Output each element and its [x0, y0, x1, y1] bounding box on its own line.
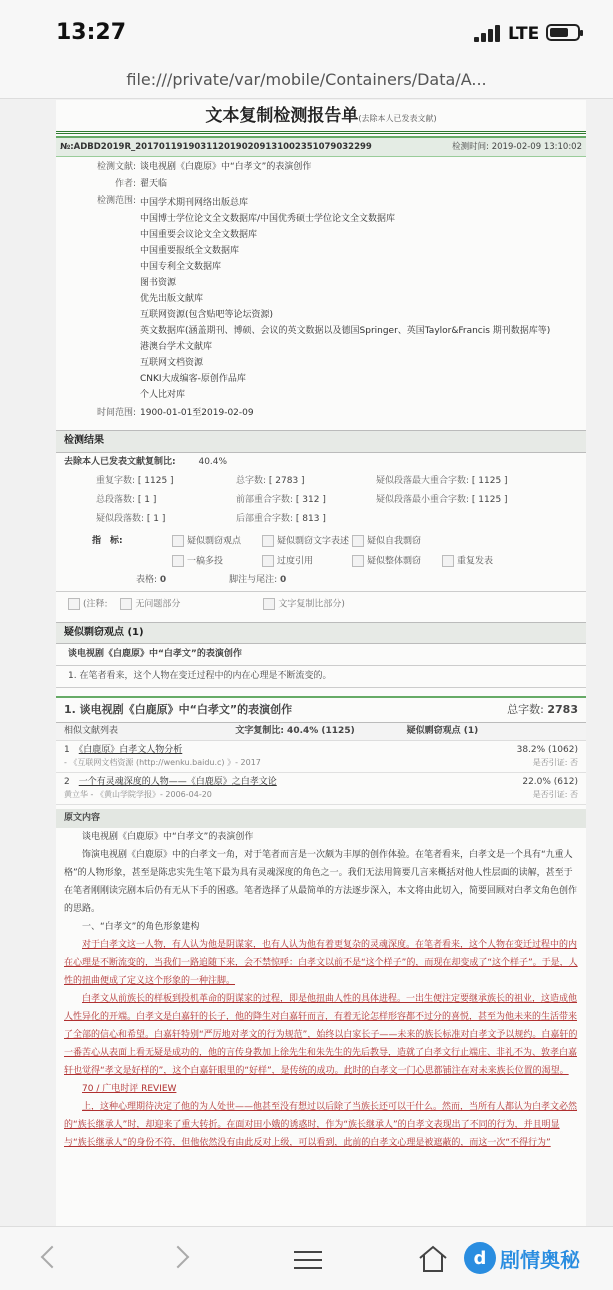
detect-time: 2019-02-09 13:10:02 [491, 141, 582, 152]
content-paragraph: 饰演电视剧《白鹿原》中的白孝文一角，对于笔者而言是一次颇为丰厚的创作体验。在笔者看来，白孝文是一个具有“九重人格”的人物形象，甚至是陈忠实先生笔下最为具有灵魂深度的角色之一。我们无法用简要几言来概括对他人性层面的读解，甚至于在笔者刚刚读完剧本后仍有无从下手的困惑。笔者选择了从最简单的方法逐步深入，本文将由此切入，简要回顾对白孝文角色创作的思路。 [64, 849, 578, 914]
battery-icon [546, 24, 580, 41]
content-paragraph: 对于白孝文这一人物，有人认为他是阴谋家，也有人认为他有着更复杂的灵魂深度。在笔者看来，这个人物在变迁过程中的内在心理是不断流变的，当我们一路追随下来，会不禁惊呼：白孝文以前不是“这个样子”的，而现在却变成了“这个样子”。于是，人性的扭曲便成了定义这个形象的一种注脚。 [64, 939, 578, 986]
scope-list: 中国学术期刊网络出版总库 中国博士学位论文全文数据库/中国优秀硕士学位论文全文数据库 中国重要会议论文全文数据库 中国重要报纸全文数据库 中国专利全文数据库 图书资源 优先出版文献库 互联网资源(包含贴吧等论坛资源) 英文数据库(涵盖期刊、博硕、会议的英文数据以及德国Springer、英国Taylor&Francis 期刊数据库等) 港澳台学术文献库 互联网文档资源 CNKI大成编客-原创作品库 个人比对库 [140, 198, 551, 401]
result-row: 重复字数: [ 1125 ] 总字数: [ 2783 ] 疑似段落最大重合字数: [ 1125 ] [96, 475, 508, 486]
plagiarism-topic: 谈电视剧《白鹿原》中“白孝文”的表演创作 [56, 644, 586, 666]
forward-icon[interactable] [167, 1246, 190, 1269]
note-legend: (注释: 无问题部分 文字复制比部分) [56, 591, 586, 618]
similar-item[interactable]: 1 《白鹿原》白孝文人物分析 38.2% (1062) - 《互联网文档资源 (http://wenku.baidu.c) 》- 2017 是否引证: 否 [56, 741, 586, 773]
tables-footnotes: 表格: 0 脚注与尾注: 0 [136, 575, 287, 586]
address-bar[interactable] [0, 64, 613, 99]
result-row: 疑似段落数: [ 1 ] 后部重合字数: [ 813 ] [96, 513, 326, 524]
detail-title-row: 1. 谈电视剧《白鹿原》中“白孝文”的表演创作 总字数: 2783 [56, 696, 586, 723]
plagiarism-point: 1. 在笔者看来，这个人物在变迁过程中的内在心理是不断流变的。 [56, 666, 586, 688]
report-meta: 检测文献: 谈电视剧《白鹿原》中“白孝文”的表演创作 作者: 翟天临 检测范围: 中国学术期刊网络出版总库 中国博士学位论文全文数据库/中国优秀硕士学位论文全文数据库 中国重要会议论文全文数据库 中国重要报纸全文数据库 中国专利全文数据库 图书资源 优先出版文献库 互联网资源(包含贴吧等论坛资源) 英文数据库(涵盖期刊、博硕、会议的英文数据以及德国Springer、英国Taylor&Francis 期刊数据库等) 港澳台学术文献库 互联网文档资源 CNKI大成编客-原创作品库 个人比对库 时间范围: 1900-01-01至2019-02-09 [56, 157, 586, 426]
home-icon[interactable] [418, 1245, 448, 1273]
watermark [464, 1239, 580, 1277]
similar-item-link[interactable]: 《白鹿原》白孝文人物分析 [78, 745, 183, 756]
watermark-logo: d [464, 1242, 496, 1274]
doc-title: 谈电视剧《白鹿原》中“白孝文”的表演创作 [140, 161, 312, 172]
time-range: 1900-01-01至2019-02-09 [140, 408, 254, 419]
back-icon[interactable] [41, 1246, 64, 1269]
similar-item[interactable]: 2 一个有灵魂深度的人物——《白鹿原》之白孝文论 22.0% (612) 黄立华 - 《黄山学院学报》- 2006-04-20 是否引证: 否 [56, 773, 586, 805]
menu-icon[interactable] [294, 1251, 322, 1269]
author: 翟天临 [140, 179, 168, 189]
original-content [56, 828, 586, 1152]
similar-list-header: 相似文献列表 文字复制比: 40.4% (1125) 疑似剽窃观点 (1) [56, 723, 586, 741]
url-text[interactable]: file:///private/var/mobile/Containers/Data/A... [126, 70, 487, 89]
content-paragraph: 一、“白孝文”的角色形象建构 [82, 921, 200, 932]
content-paragraph: 谈电视剧《白鹿原》中“白孝文”的表演创作 [82, 831, 254, 842]
status-bar [0, 0, 613, 64]
original-content-header: 原文内容 [56, 809, 586, 828]
browser-toolbar [0, 1226, 613, 1290]
network-label: LTE [508, 24, 540, 44]
watermark-text: 剧情奥秘 [500, 1247, 580, 1272]
report-id: №:ADBD2019R_20170119190311201902091310023510790322​99 [60, 141, 372, 152]
similar-item-link[interactable]: 一个有灵魂深度的人物——《白鹿原》之白孝文论 [78, 776, 277, 787]
copy-ratio: 去除本人已发表文献复制比: 40.4% [64, 456, 228, 467]
report-title: 文本复制检测报告单(去除本人已发表文献) [205, 106, 437, 126]
report-document [56, 100, 586, 1226]
content-paragraph: 白孝文从前族长的样板到投机革命的阴谋家的过程，即是他扭曲人性的具体进程。一出生便注定要继承族长的祖业，这造成他人性异化的开端。白孝文是白嘉轩的长子，他的降生对白嘉轩而言，有着无论怎样形容都不过分的喜悦，甚至为他未来的生活带来了全部的信心和希望。白嘉轩特别“严厉地对孝文的行为规范”，始终以白家长子——未来的族长标准对白孝文予以规约。白嘉轩的一番苦心从表面上看无疑是成功的，他的言传身教加上徐先生和朱先生的先后教导，造就了白孝文行止端庄、非礼不为、敦孝白嘉轩也觉得“孝文是好样的”，这个白嘉轩眼里的“好样”，是传统的成功。此时的白孝文一门心思都铺注在对未来族长位置的渴望。 [64, 993, 578, 1076]
result-row: 总段落数: [ 1 ] 前部重合字数: [ 312 ] 疑似段落最小重合字数: [ 1125 ] [96, 494, 508, 505]
content-paragraph: 上，这种心理期待决定了他的为人处世——他甚至没有想过以后除了当族长还可以干什么。然而，当所有人都认为白孝文必然的“族长继承人”时，却迎来了重大转折。在面对田小娥的诱惑时，作为“族长继承人”的白孝文表现出了不同的行为，并且明显与“族长继承人”的身份不符，但他依然没有由此反对上级，可以看到，此前的白孝文心理是被遮蔽的，而这一次“不得行为” [64, 1101, 578, 1148]
results-header: 检测结果 [56, 430, 586, 453]
indicator-legend: 指 标: 疑似剽窃观点 疑似剽窃文字表述 疑似自我剽窃 一稿多投 过度引用 疑似整体剽窃 重复发表 [92, 535, 494, 567]
status-time: 13:27 [56, 20, 127, 45]
content-paragraph: 70 / 广电时评 REVIEW [82, 1083, 177, 1094]
plagiarism-header: 疑似剽窃观点 (1) [56, 622, 586, 645]
report-id-row: №:ADBD2019R_20170119190311201902091310023510790322​99 检测时间: 2019-02-09 13:10:02 [56, 136, 586, 157]
signal-icon [474, 24, 504, 42]
